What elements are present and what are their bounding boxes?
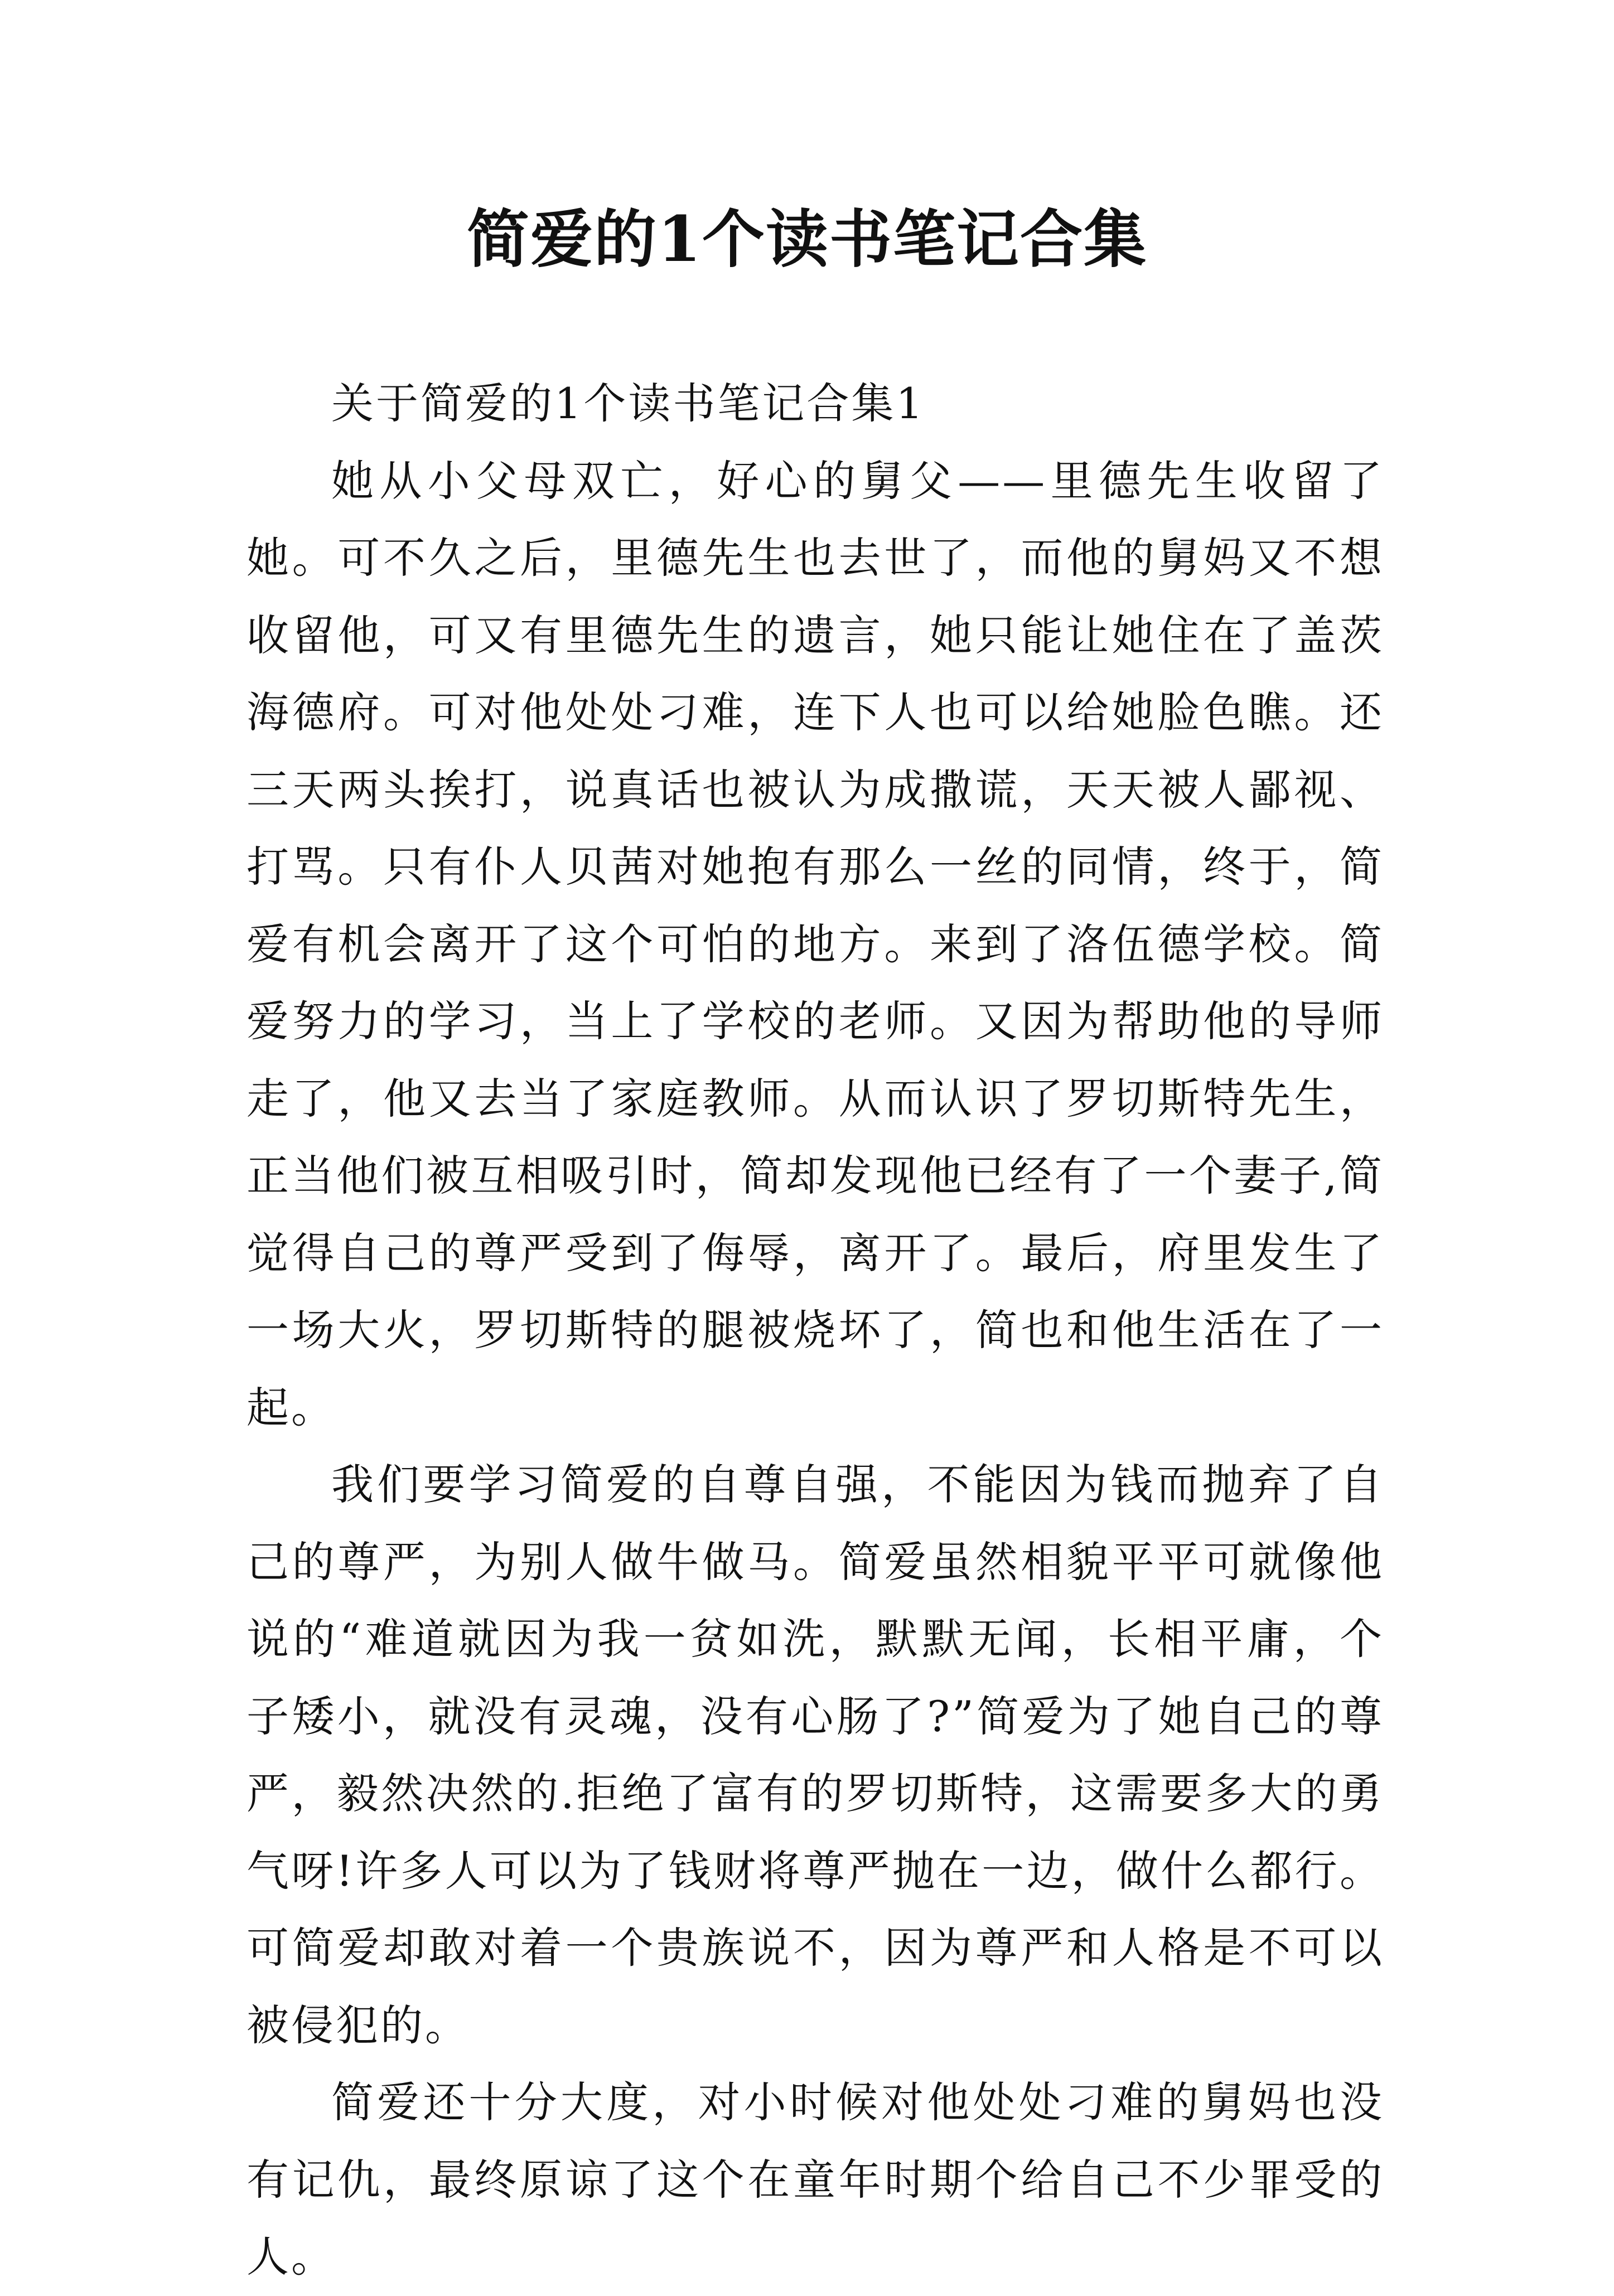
section-heading: 关于简爱的1个读书笔记合集1 — [331, 379, 925, 428]
document-body — [247, 365, 1384, 2296]
document-title: 简爱的1个读书笔记合集 — [467, 203, 1147, 276]
paragraph-forgiveness: 简爱还十分大度，对小时候对他处处刁难的舅妈也没有记仇，最终原谅了这个在童年时期个给自己不少罪受的人。 — [247, 2077, 1384, 2282]
paragraph-dignity: 我们要学习简爱的自尊自强，不能因为钱而抛弃了自己的尊严，为别人做牛做马。简爱虽然相貌平平可就像他说的“难道就因为我一贫如洗，默默无闻，长相平庸，个子矮小，就没有灵魂，没有心肠了?”简爱为了她自己的尊严，毅然决然的.拒绝了富有的罗切斯特，这需要多大的勇气呀!许多人可以为了钱财将尊严抛在一边，做什么都行。可简爱却敢对着一个贵族说不，因为尊严和人格是不可以被侵犯的。 — [247, 1460, 1384, 2050]
paragraph-summary: 她从小父母双亡，好心的舅父——里德先生收留了她。可不久之后，里德先生也去世了，而他的舅妈又不想收留他，可又有里德先生的遗言，她只能让她住在了盖茨海德府。可对他处处刁难，连下人也可以给她脸色瞧。还三天两头挨打，说真话也被认为成撒谎，天天被人鄙视、打骂。只有仆人贝茜对她抱有那么一丝的同情，终于，简爱有机会离开了这个可怕的地方。来到了洛伍德学校。简爱努力的学习，当上了学校的老师。又因为帮助他的导师走了，他又去当了家庭教师。从而认识了罗切斯特先生，正当他们被互相吸引时，简却发现他已经有了一个妻子,简觉得自己的尊严受到了侮辱，离开了。最后，府里发生了一场大火，罗切斯特的腿被烧坏了，简也和他生活在了一起。 — [247, 456, 1384, 1432]
